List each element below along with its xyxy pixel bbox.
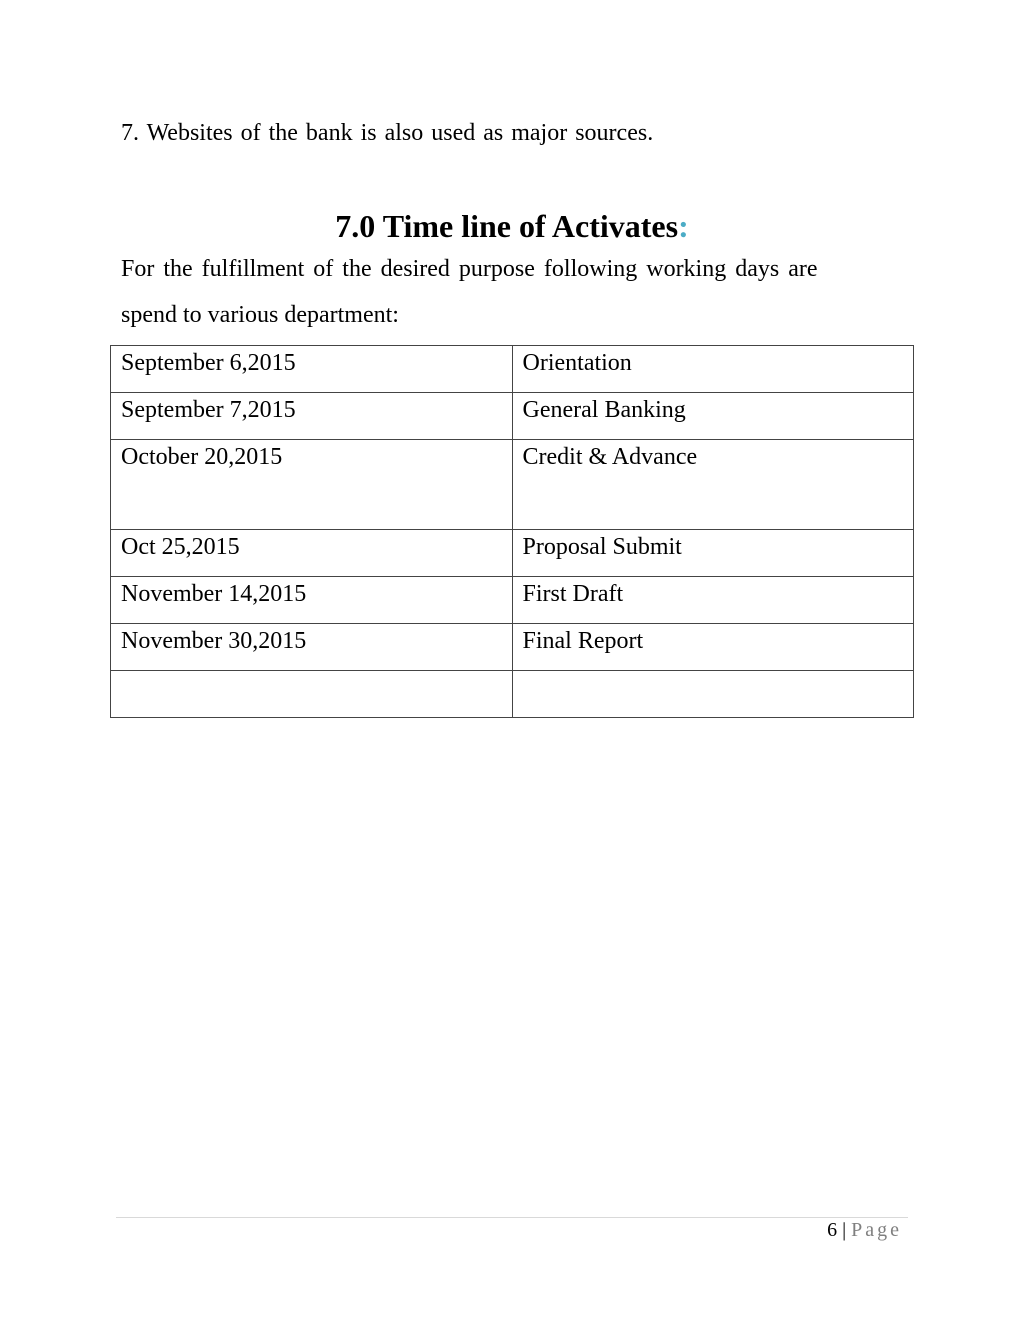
activity-cell: General Banking: [512, 393, 914, 440]
table-row: [111, 671, 914, 718]
date-cell: November 14,2015: [111, 577, 513, 624]
table-row: [111, 346, 914, 393]
section-heading-title: 7.0 Time line of Activates: [335, 208, 679, 244]
timeline-table: [110, 345, 914, 718]
footer-divider: [116, 1217, 908, 1218]
activity-cell: Credit & Advance: [512, 440, 914, 530]
date-cell: Oct 25,2015: [111, 530, 513, 577]
table-row: [111, 577, 914, 624]
date-cell: November 30,2015: [111, 624, 513, 671]
intro-line-2: spend to various department:: [121, 302, 399, 328]
table-row: [111, 624, 914, 671]
date-cell: October 20,2015: [111, 440, 513, 530]
footer-separator: |: [842, 1219, 847, 1241]
date-cell: September 7,2015: [111, 393, 513, 440]
list-item-7: 7. Websites of the bank is also used as major sources.: [121, 120, 654, 146]
activity-cell: Final Report: [512, 624, 914, 671]
table-row: [111, 440, 914, 530]
table-row: [111, 530, 914, 577]
date-cell: September 6,2015: [111, 346, 513, 393]
intro-line-1: For the fulfillment of the desired purpose following working days are: [121, 256, 818, 282]
activity-cell: First Draft: [512, 577, 914, 624]
date-cell: [111, 671, 513, 718]
page-number: 6: [827, 1219, 838, 1241]
page-label: Page: [851, 1219, 902, 1241]
section-heading: [0, 208, 1024, 245]
activity-cell: [512, 671, 914, 718]
activity-cell: Orientation: [512, 346, 914, 393]
activity-cell: Proposal Submit: [512, 530, 914, 577]
page-footer: [827, 1219, 902, 1242]
section-heading-colon: :: [678, 208, 689, 244]
table-row: [111, 393, 914, 440]
